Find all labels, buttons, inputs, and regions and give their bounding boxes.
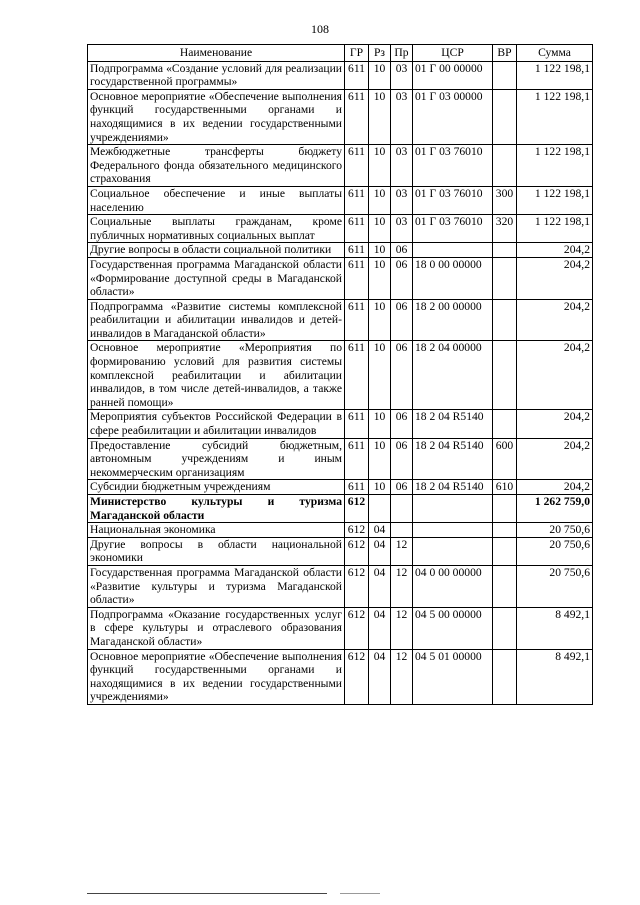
table-row (88, 243, 593, 258)
cell-vr (493, 299, 517, 341)
cell-rz: 04 (369, 565, 391, 607)
cell-name: Основное мероприятие «Обеспечение выполнения функций государственными органами и находящимися в их ведении государственными учреждениями» (88, 89, 345, 144)
budget-table (87, 44, 593, 705)
cell-vr (493, 649, 517, 704)
cell-vr (493, 257, 517, 299)
footer-divider (87, 893, 327, 894)
cell-pr: 12 (391, 649, 413, 704)
cell-rz: 10 (369, 215, 391, 243)
cell-csr: 18 2 04 R5140 (413, 438, 493, 480)
cell-pr: 03 (391, 215, 413, 243)
cell-sum: 204,2 (517, 341, 593, 410)
cell-name: Государственная программа Магаданской области «Развитие культуры и туризма Магаданской области» (88, 565, 345, 607)
footer-divider-short (340, 893, 380, 894)
cell-name: Министерство культуры и туризма Магаданской области (88, 495, 345, 523)
cell-name: Мероприятия субъектов Российской Федерации в сфере реабилитации и абилитации инвалидов (88, 410, 345, 438)
cell-rz: 04 (369, 523, 391, 538)
cell-vr: 610 (493, 480, 517, 495)
cell-vr (493, 89, 517, 144)
header-vr: ВР (493, 45, 517, 62)
table-row (88, 186, 593, 214)
cell-sum: 20 750,6 (517, 537, 593, 565)
table-row (88, 410, 593, 438)
cell-vr: 600 (493, 438, 517, 480)
cell-csr: 04 5 01 00000 (413, 649, 493, 704)
cell-name: Основное мероприятие «Обеспечение выполнения функций государственными органами и находящимися в их ведении государственными учреждениями» (88, 649, 345, 704)
cell-csr: 01 Г 03 76010 (413, 186, 493, 214)
cell-gr: 611 (345, 341, 369, 410)
cell-sum: 204,2 (517, 299, 593, 341)
table-row (88, 480, 593, 495)
cell-sum: 204,2 (517, 257, 593, 299)
cell-gr: 612 (345, 495, 369, 523)
cell-gr: 611 (345, 438, 369, 480)
header-csr: ЦСР (413, 45, 493, 62)
cell-rz: 10 (369, 299, 391, 341)
cell-vr (493, 607, 517, 649)
cell-sum: 204,2 (517, 438, 593, 480)
cell-pr: 06 (391, 480, 413, 495)
cell-sum: 1 122 198,1 (517, 89, 593, 144)
cell-vr: 300 (493, 186, 517, 214)
cell-csr (413, 523, 493, 538)
cell-sum: 20 750,6 (517, 523, 593, 538)
cell-name: Национальная экономика (88, 523, 345, 538)
cell-csr: 18 0 00 00000 (413, 257, 493, 299)
cell-csr: 04 0 00 00000 (413, 565, 493, 607)
cell-sum: 1 122 198,1 (517, 186, 593, 214)
cell-rz: 04 (369, 649, 391, 704)
cell-gr: 611 (345, 243, 369, 258)
table-row (88, 145, 593, 187)
table-row (88, 215, 593, 243)
cell-gr: 611 (345, 410, 369, 438)
cell-pr (391, 495, 413, 523)
cell-csr: 01 Г 03 76010 (413, 145, 493, 187)
cell-gr: 611 (345, 145, 369, 187)
cell-name: Подпрограмма «Развитие системы комплексной реабилитации и абилитации инвалидов и детей-инвалидов в Магаданской области» (88, 299, 345, 341)
cell-rz: 10 (369, 186, 391, 214)
cell-vr (493, 495, 517, 523)
table-row (88, 341, 593, 410)
cell-pr: 06 (391, 410, 413, 438)
table-row (88, 649, 593, 704)
cell-sum: 204,2 (517, 410, 593, 438)
cell-gr: 611 (345, 215, 369, 243)
table-header-row (88, 45, 593, 62)
table-row (88, 537, 593, 565)
cell-pr: 12 (391, 537, 413, 565)
cell-vr (493, 61, 517, 89)
cell-name: Другие вопросы в области национальной экономики (88, 537, 345, 565)
cell-gr: 612 (345, 523, 369, 538)
cell-pr: 06 (391, 257, 413, 299)
cell-pr: 12 (391, 565, 413, 607)
cell-rz: 10 (369, 438, 391, 480)
cell-vr (493, 145, 517, 187)
cell-csr: 04 5 00 00000 (413, 607, 493, 649)
cell-vr (493, 523, 517, 538)
cell-name: Основное мероприятие «Мероприятия по формированию условий для развития системы комплексной реабилитации и абилитации инвалидов, в том числе детей-инвалидов, а также ранней помощи» (88, 341, 345, 410)
cell-csr: 18 2 04 00000 (413, 341, 493, 410)
table-row (88, 299, 593, 341)
cell-csr (413, 495, 493, 523)
cell-sum: 204,2 (517, 243, 593, 258)
cell-gr: 612 (345, 565, 369, 607)
cell-sum: 204,2 (517, 480, 593, 495)
table-row (88, 438, 593, 480)
cell-gr: 611 (345, 299, 369, 341)
cell-pr: 03 (391, 186, 413, 214)
cell-sum: 1 122 198,1 (517, 61, 593, 89)
cell-csr: 01 Г 00 00000 (413, 61, 493, 89)
cell-sum: 1 122 198,1 (517, 145, 593, 187)
cell-name: Социальные выплаты гражданам, кроме публичных нормативных социальных выплат (88, 215, 345, 243)
cell-pr: 12 (391, 607, 413, 649)
cell-gr: 611 (345, 480, 369, 495)
cell-csr: 01 Г 03 76010 (413, 215, 493, 243)
cell-rz: 10 (369, 89, 391, 144)
cell-rz: 10 (369, 61, 391, 89)
cell-pr: 06 (391, 341, 413, 410)
cell-vr (493, 341, 517, 410)
cell-rz: 10 (369, 145, 391, 187)
table-body (88, 61, 593, 704)
cell-csr (413, 243, 493, 258)
cell-vr (493, 243, 517, 258)
header-name: Наименование (88, 45, 345, 62)
cell-sum: 8 492,1 (517, 649, 593, 704)
cell-name: Подпрограмма «Создание условий для реализации государственной программы» (88, 61, 345, 89)
cell-gr: 611 (345, 257, 369, 299)
cell-pr: 03 (391, 61, 413, 89)
cell-name: Подпрограмма «Оказание государственных услуг в сфере культуры и отраслевого образования Магаданской области» (88, 607, 345, 649)
table-row (88, 257, 593, 299)
cell-name: Другие вопросы в области социальной политики (88, 243, 345, 258)
cell-pr: 03 (391, 89, 413, 144)
cell-sum: 8 492,1 (517, 607, 593, 649)
cell-sum: 1 262 759,0 (517, 495, 593, 523)
cell-rz: 04 (369, 537, 391, 565)
cell-csr: 01 Г 03 00000 (413, 89, 493, 144)
table-row (88, 523, 593, 538)
table-row (88, 61, 593, 89)
cell-vr (493, 537, 517, 565)
cell-sum: 1 122 198,1 (517, 215, 593, 243)
cell-rz: 04 (369, 607, 391, 649)
cell-gr: 611 (345, 89, 369, 144)
cell-gr: 611 (345, 61, 369, 89)
cell-pr: 06 (391, 299, 413, 341)
table-row (88, 495, 593, 523)
header-gr: ГР (345, 45, 369, 62)
table-row (88, 89, 593, 144)
cell-rz (369, 495, 391, 523)
cell-pr: 06 (391, 243, 413, 258)
cell-sum: 20 750,6 (517, 565, 593, 607)
table-row (88, 607, 593, 649)
cell-csr: 18 2 04 R5140 (413, 480, 493, 495)
cell-gr: 612 (345, 649, 369, 704)
header-sum: Сумма (517, 45, 593, 62)
cell-gr: 612 (345, 607, 369, 649)
cell-rz: 10 (369, 257, 391, 299)
cell-name: Предоставление субсидий бюджетным, автономным учреждениям и иным некоммерческим организациям (88, 438, 345, 480)
cell-rz: 10 (369, 341, 391, 410)
cell-vr: 320 (493, 215, 517, 243)
cell-pr: 06 (391, 438, 413, 480)
cell-name: Социальное обеспечение и иные выплаты населению (88, 186, 345, 214)
page-number: 108 (311, 22, 329, 36)
header-rz: Рз (369, 45, 391, 62)
cell-csr (413, 537, 493, 565)
cell-csr: 18 2 04 R5140 (413, 410, 493, 438)
cell-rz: 10 (369, 480, 391, 495)
table-row (88, 565, 593, 607)
cell-csr: 18 2 00 00000 (413, 299, 493, 341)
cell-pr (391, 523, 413, 538)
cell-vr (493, 410, 517, 438)
cell-gr: 611 (345, 186, 369, 214)
cell-pr: 03 (391, 145, 413, 187)
header-pr: Пр (391, 45, 413, 62)
cell-rz: 10 (369, 410, 391, 438)
cell-gr: 612 (345, 537, 369, 565)
cell-name: Межбюджетные трансферты бюджету Федерального фонда обязательного медицинского страхования (88, 145, 345, 187)
cell-rz: 10 (369, 243, 391, 258)
cell-name: Государственная программа Магаданской области «Формирование доступной среды в Магаданской области» (88, 257, 345, 299)
cell-name: Субсидии бюджетным учреждениям (88, 480, 345, 495)
cell-vr (493, 565, 517, 607)
